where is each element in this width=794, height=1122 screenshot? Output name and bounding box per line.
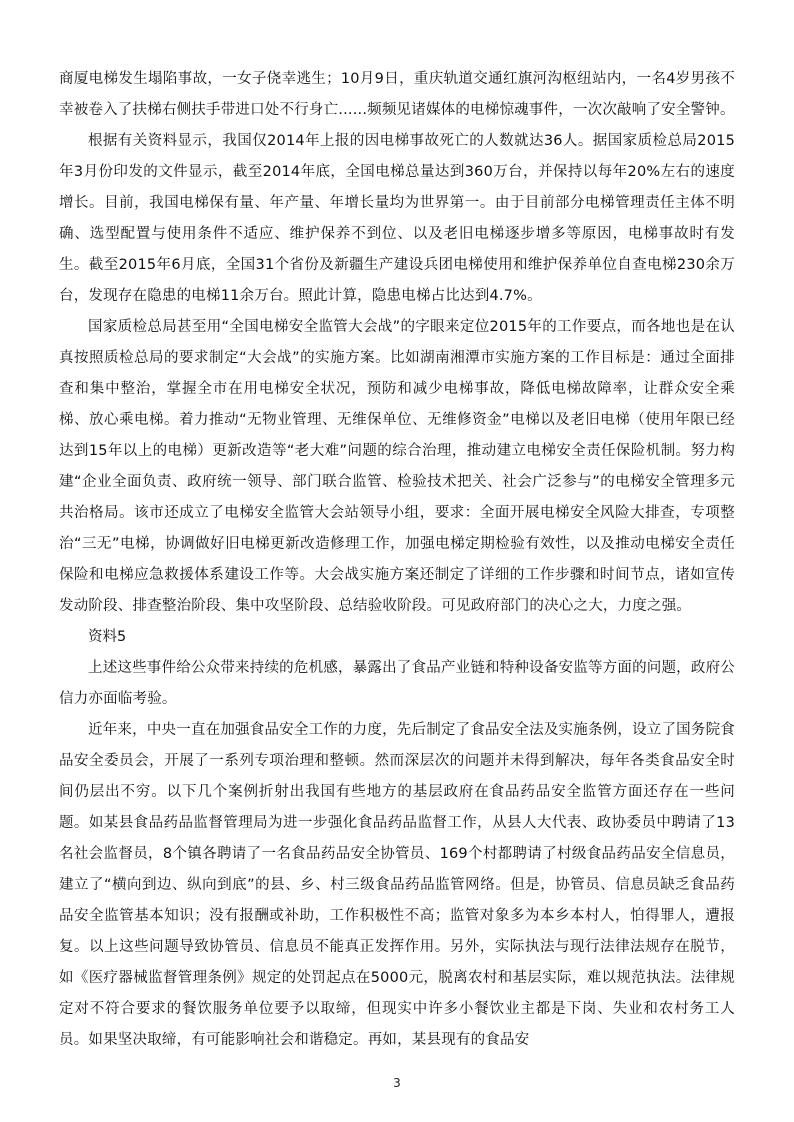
section-heading-material-5: 资料5 bbox=[88, 629, 127, 645]
page-number: 3 bbox=[393, 1076, 401, 1090]
paragraph-supervision-campaign: 国家质检总局甚至用“全国电梯安全监管大会战”的字眼来定位2015年的工作要点，而各地也是在认真按照质检总局的要求制定“大会战”的实施方案。比如湖南湘潭市实施方案的工作目标是：通过全面排查和集中整治，掌握全市在用电梯安全状况，预防和减少电梯事故，降低电梯故障率，让群众安全乘梯、放心乘电梯。着力推动“无物业管理、无维保单位、无维修资金”电梯以及老旧电梯（使用年限已经达到15年以上的电梯）更新改造等“老大难”问题的综合治理，推动建立电梯安全责任保险机制。努力构建“企业全面负责、政府统一领导、部门联合监管、检验技术把关、社会广泛参与”的电梯安全管理多元共治格局。该市还成立了电梯安全监管大会站领导小组，要求：全面开展电梯安全风险大排查，专项整治“三无”电梯，协调做好旧电梯更新改造修理工作，加强电梯定期检验有效性，以及推动电梯安全责任保险和电梯应急救援体系建设工作等。大会战实施方案还制定了详细的工作步骤和时间节点，诸如宣传发动阶段、排查整治阶段、集中攻坚阶段、总结验收阶段。可见政府部门的决心之大，力度之强。 bbox=[59, 319, 735, 614]
document-body bbox=[59, 64, 735, 1056]
paragraph-food-safety: 近年来，中央一直在加强食品安全工作的力度，先后制定了食品安全法及实施条例，设立了国务院食品安全委员会，开展了一系列专项治理和整顿。然而深层次的问题并未得到解决，每年各类食品安全时间仍层出不穷。以下几个案例折射出我国有些地方的基层政府在食品药品安全监管方面还存在一些问题。如某县食品药品监督管理局为进一步强化食品药品监督工作，从县人大代表、政协委员中聘请了13名社会监督员，8个镇各聘请了一名食品药品安全协管员、169个村都聘请了村级食品药品安全信息员，建立了“横向到边、纵向到底”的县、乡、村三级食品药品监管网络。但是，协管员、信息员缺乏食品药品安全监管基本知识；没有报酬或补助，工作积极性不高；监管对象多为本乡本村人，怕得罪人，遭报复。以上这些问题导致协管员、信息员不能真正发挥作用。另外，实际执法与现行法律法规存在脱节，如《医疗器械监督管理条例》规定的处罚起点在5000元，脱离农村和基层实际，难以规范执法。法律规定对不符合要求的餐饮服务单位要予以取缔，但现实中许多小餐饮业主都是下岗、失业和农村务工人员。如果坚决取缔，有可能影响社会和谐稳定。再如，某县现有的食品安 bbox=[59, 722, 735, 1048]
paragraph-accident-report: 商厦电梯发生塌陷事故，一女子侥幸逃生；10月9日，重庆轨道交通红旗河沟枢纽站内，一名4岁男孩不幸被卷入了扶梯右侧扶手带进口处不行身亡......频频见诸媒体的电梯惊魂事件，一次次敲响了安全警钟。 bbox=[59, 71, 735, 118]
paragraph-public-crisis: 上述这些事件给公众带来持续的危机感，暴露出了食品产业链和特种设备安监等方面的问题，政府公信力亦面临考验。 bbox=[59, 660, 735, 707]
paragraph-elevator-statistics: 根据有关资料显示，我国仅2014年上报的因电梯事故死亡的人数就达36人。据国家质检总局2015年3月份印发的文件显示，截至2014年底，全国电梯总量达到360万台，并保持以每年20%左右的速度增长。目前，我国电梯保有量、年产量、年增长量均为世界第一。由于目前部分电梯管理责任主体不明确、选型配置与使用条件不适应、维护保养不到位、以及老旧电梯逐步增多等原因，电梯事故时有发生。截至2015年6月底，全国31个省份及新疆生产建设兵团电梯使用和维护保养单位自查电梯230余万台，发现存在隐患的电梯11余万台。照此计算，隐患电梯占比达到4.7%。 bbox=[59, 133, 735, 304]
